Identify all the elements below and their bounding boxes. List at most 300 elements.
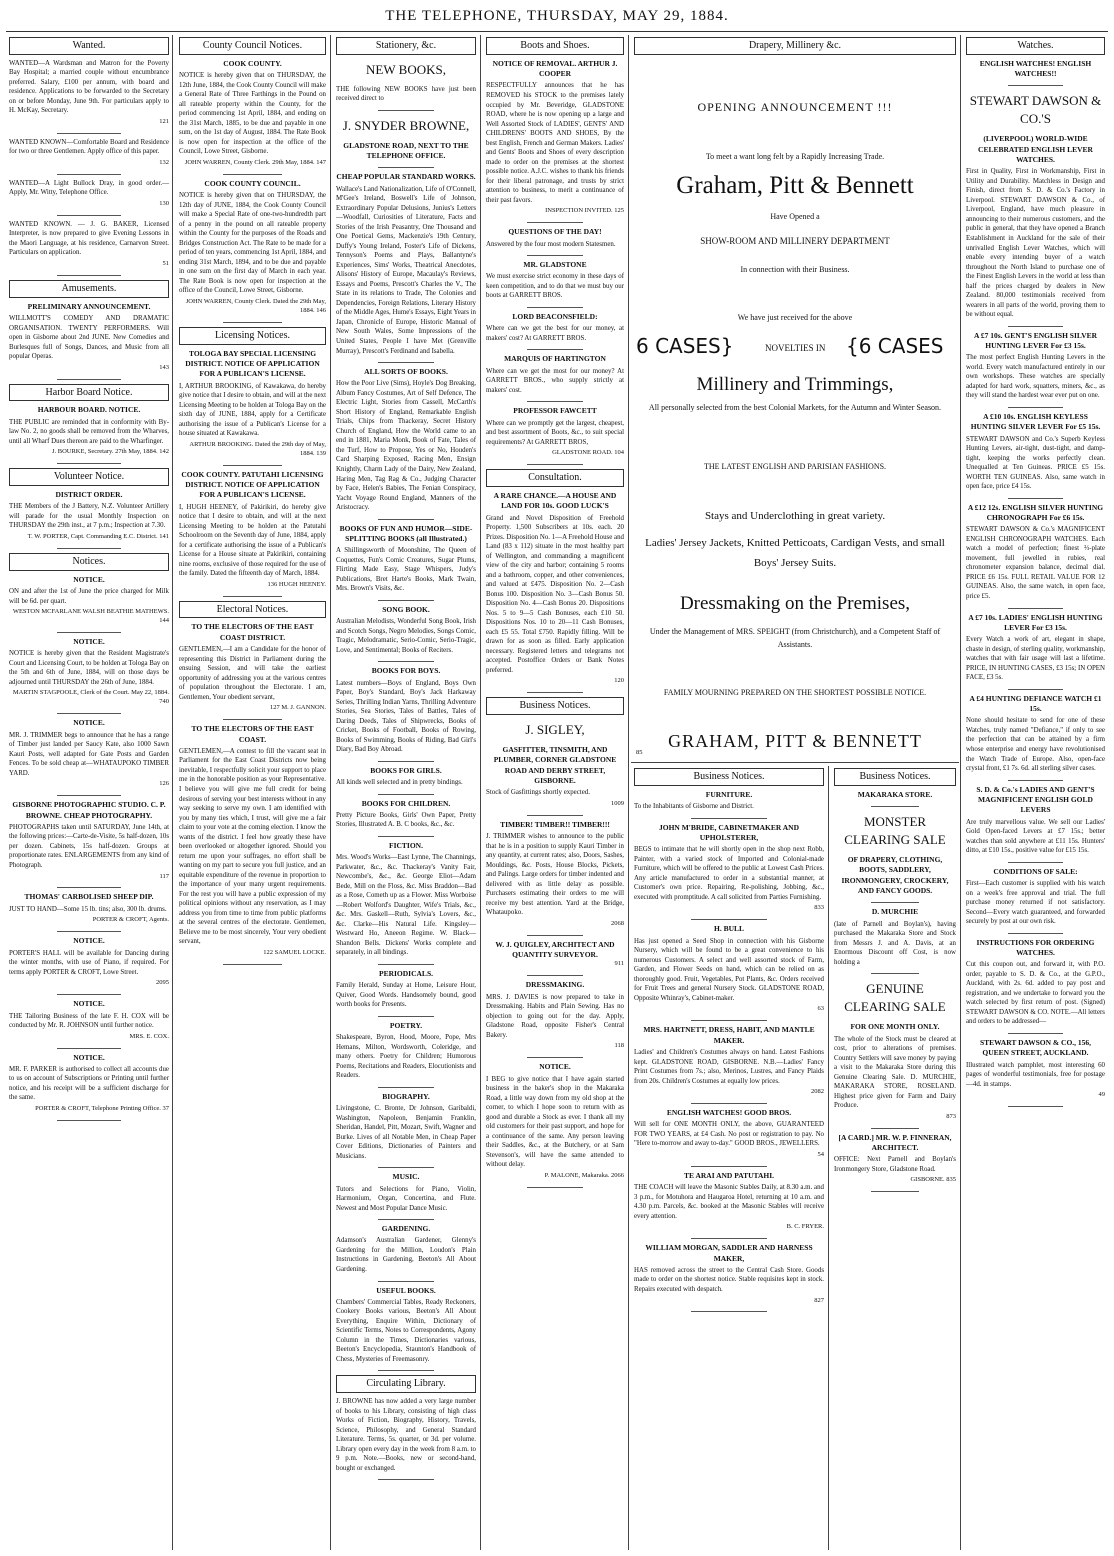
advertisement-body: Every Watch a work of art, elegant in shape, chaste in design, of sterling quality, workmanship, watches that with fair usage will last a lifetime. PRICE, IN HUNTING CASES, £3 15s; IN OPEN FACE, £3 5s.: [966, 636, 1105, 682]
advertisement-divider: [378, 1281, 434, 1282]
drapery-opened: Have Opened a: [770, 212, 820, 221]
advertisement-signature: 136 HUGH HEENEY.: [267, 580, 326, 588]
advertisement-body: HAS removed across the street to the Central Cash Store. Goods made to order on the shortest notice. Stable requisites kept in stock. Repairs executed with despatch.: [634, 1266, 824, 1293]
advertisement-body: Adamson's Australian Gardener, Glenny's Gardening for the Million, Loudon's Plain Instructions in Gardening, Beeton's All About Gardening.: [336, 1237, 476, 1273]
advertisement-divider: [378, 1016, 434, 1017]
display-heading: NEW BOOKS,: [366, 61, 446, 77]
advertisement-divider: [378, 1087, 434, 1088]
advertisement: [9, 138, 169, 168]
advertisement-divider: [378, 362, 434, 363]
display-heading: STEWART DAWSON & CO.'S: [969, 93, 1102, 127]
advertisement-divider: [223, 322, 282, 323]
advertisement-title: NOTICE.: [73, 999, 105, 1009]
advertisement-body: All kinds well selected and in pretty bindings.: [336, 779, 463, 787]
advertisement-divider: [527, 935, 582, 936]
advertisement: [336, 666, 476, 754]
advertisement: [634, 924, 824, 1014]
advertisement-divider: [871, 902, 920, 903]
advertisement-divider: [1008, 608, 1064, 609]
advertisement: [336, 605, 476, 655]
advertisement-title: FURNITURE.: [705, 789, 753, 799]
advertisement-title: OF DRAPERY, CLOTHING, BOOTS, SADDLERY, IRONMONGERY, CROCKERY, AND FANCY GOODS.: [841, 855, 949, 896]
advertisement: [966, 1038, 1105, 1100]
advertisement-divider: [57, 1048, 121, 1049]
advertisement-body: I BEG to give notice that I have again started business in the baker's shop in the Makaraka Road, a little way down from my old shop at the corner, to which I hope soon to return with as good and durable a Stock as ever. I thank all my old customers for their past support, and hope for a continuance of the same. Any person leaving their Saddles, &c., at the Butchery, or at Sam Stevenson's, will have the same attended to without delay.: [486, 1075, 624, 1169]
masthead-rule: [6, 31, 1108, 32]
advertisement-body: STEWART DAWSON & Co.'s MAGNIFICENT ENGLISH CHRONOGRAPH WATCHES. Each watch a model of perfection; finest ⅔-plate movement, full jewelled in rubies, real chronometer expansion balance, decimal dial. PRICE £6 15s. FULL RETAIL VALUE FOR 12 GUINEAS. Also, the same watch, in open face, price £5.: [966, 526, 1105, 600]
column-3: [333, 35, 479, 1550]
advertisement: [486, 260, 624, 301]
advertisement-signature: 833: [814, 904, 824, 912]
advertisement: [179, 622, 326, 713]
section-heading: Amusements.: [9, 280, 169, 298]
advertisement-signature: 873: [946, 1112, 956, 1120]
advertisement: [634, 1108, 824, 1160]
advertisement: [486, 820, 624, 929]
advertisement-title: THOMAS' CARBOLISED SHEEP DIP.: [24, 892, 154, 902]
column-6: [631, 766, 827, 1550]
advertisement-signature: GLADSTONE ROAD. 104: [552, 449, 624, 457]
advertisement-title: SONG BOOK.: [382, 604, 430, 614]
advertisement-signature: 143: [159, 363, 169, 371]
advertisement: [336, 1021, 476, 1081]
advertisement: [966, 331, 1105, 401]
column-rule-2: [330, 35, 331, 1550]
advertisement: [336, 1286, 476, 1365]
column-8: [963, 35, 1108, 1550]
advertisement: [179, 349, 326, 459]
advertisement-signature: 49: [1098, 1091, 1105, 1099]
advertisement-body: To the Inhabitants of Gisborne and District.: [634, 803, 754, 811]
advertisement: [486, 491, 624, 686]
advertisement-title: BIOGRAPHY.: [382, 1091, 430, 1101]
advertisement-body: Latest numbers—Boys of England, Boys Own Paper, Boy's Standard, Boy's Jack Harkaway Series, Thrilling Indian Yarns, Thrilling Adventure Stories, Sea Stories, Tales of Battles, Tales of Daring Deeds, Tales of Shipwrecks, Books of Cricket, Books of Football, Books of Rowing, Books of Swimming, Books of Riding, Bad Girl's Diary, Bad Boy Abroad.: [336, 679, 476, 754]
advertisement-body: Cut this coupon out, and forward it, with P.O. order, payable to S. D. & Co., at the G.P.O., Auckland, with 2s. 6d. added to pay post and registration, and we undertake to forward you the watch selected by first return of post. (Signed) STEWART DAWSON & CO. NOTE.—All letters and orders to be addressed—: [966, 961, 1105, 1026]
advertisement-divider: [378, 600, 434, 601]
advertisement-divider: [57, 133, 121, 134]
section-heading: Stationery, &c.: [336, 37, 476, 55]
advertisement-title: COOK COUNTY. PATUTAHI LICENSING DISTRICT. NOTICE OF APPLICATION FOR A PUBLICAN'S LICENSE.: [181, 469, 324, 500]
advertisement-title: NOTICE.: [73, 1052, 105, 1062]
advertisement-body: PHOTOGRAPHS taken until SATURDAY, June 14th, at the following prices:—Carte-de-Visite, 5s half-dozen, 10s per dozen. Cabinets, 15s half-dozen. Groups at proportionate rates. ENLARGEMENTS from any kind of Photograph.: [9, 823, 169, 869]
advertisement-signature: B. C. FRYER.: [786, 1223, 824, 1231]
advertisement-divider: [871, 973, 920, 974]
advertisement-title: NOTICE.: [73, 936, 105, 946]
advertisement-title: GLADSTONE ROAD, NEXT TO THE TELEPHONE OFFICE.: [343, 140, 469, 161]
advertisement-body: Where can we get the most for our money? At GARRETT BROS., who supply strictly at makers' cost.: [486, 367, 624, 394]
drapery-jersey: Ladies' Jersey Jackets, Knitted Petticoats, Cardigan Vests, and small Boys' Jersey Suits.: [645, 537, 945, 569]
advertisement-body: THE following NEW BOOKS have just been received direct to: [336, 85, 476, 103]
advertisement-divider: [691, 1020, 767, 1021]
advertisement-signature: MRS. E. COX.: [129, 1032, 169, 1040]
advertisement-title: HARBOUR BOARD. NOTICE.: [37, 405, 141, 415]
advertisement-body: THE PUBLIC are reminded that in conformity with By-law No. 2, no goods shall be removed from the Wharves, until all Wharf Dues thereon are paid to the Wharfinger.: [9, 418, 169, 445]
advertisement-title: ENGLISH WATCHES! ENGLISH WATCHES!!: [979, 58, 1092, 79]
column-rule-6: [828, 766, 829, 1550]
advertisement-divider: [57, 215, 121, 216]
advertisement-title: MUSIC.: [392, 1172, 420, 1182]
advertisement-title: ENGLISH WATCHES! GOOD BROS.: [666, 1108, 792, 1118]
display-heading: MONSTER CLEARING SALE: [844, 814, 946, 848]
advertisement-title: TO THE ELECTORS OF THE EAST COAST DISTRICT.: [191, 622, 314, 642]
advertisement-divider: [1008, 326, 1064, 327]
advertisement-title: MARQUIS OF HARTINGTON: [504, 354, 606, 364]
advertisement-divider: [1008, 498, 1064, 499]
drapery-management: Under the Management of MRS. SPEIGHT (from Christchurch), and a Competent Staff of Assistants.: [649, 627, 941, 649]
advertisement-body: Australian Melodists, Wonderful Song Book, Irish and Scotch Songs, Negro Melodies, Songs Comic, Tragic, Melodramatic, Serio-Comic, Serio-Tragic, Love, and Sentimental; Books of Reciters.: [336, 618, 476, 654]
advertisement-body: GENTLEMEN,—A contest to fill the vacant seat in Parliament for the East Coast Districts now being inevitable, I respectfully solicit your support to place me in the honorable position as your Representative. I believe you will give me full credit for being desirous of serving your best interests without in any way seeking to serve my own. I am identified with you by many ties which, I trust, will give me a fair claim to your vote at the coming election. I know the wants of the district. I feel how greatly these have been overlooked or altogether ignored. Should you return me upon your suffrages, no effort shall be wanting on my part to secure you full justice, and an equitable expenditure of the revenue in proportion to the importance of your many urgent requirements. For the rest you will have a public expression of my political opinions without any reservation, as I may address you from time to time from public platforms at the several centres of the electorate. Gentlemen, Believe me to be most sincerely, Your very obedient servant,: [179, 747, 326, 946]
advertisement-body: Wallace's Land Nationalization, Life of O'Connell, M'Gee's Ireland, Boswell's Life of Johnson, Extraordinary Popular Delusions, Junius's Letters—Woodfall, Curiosities of Literature, Facts and Stories of the Irish Peasantry, One Thousand and One Poetical Gems, Mackenzie's 19th Century, Duffy's Young Ireland, Foster's Life of Dickens, Tennyson's Poems and Plays, Ballantyne's Experiences, Sims' Works, Theatrical Anecdotes, Alisons' History of Europe, Macaulay's Reviews, Essays and Poems, Prescott's Charles the V., The State in its relations to Trade, The Colonies and Dependencies, Foreign Relations, Literary History of the Middle Ages, Hume's Essays, Eight Years in Japan, Chronicle of Europe, Historic Manual of New South Wales, Some Impressions of the United States, People I have Met (Grenville Murray), Prescott's Ferdinand and Isabella.: [336, 185, 477, 355]
advertisement-body: Tutors and Selections for Piano, Violin, Harmonium, Organ, Concertina, and Flute. Newest and Most Popular Dance Music.: [336, 1185, 476, 1212]
advertisement: [336, 85, 476, 104]
advertisement-divider: [57, 379, 121, 380]
masthead: THE TELEPHONE, THURSDAY, MAY 29, 1884.: [385, 8, 729, 24]
advertisement: [966, 503, 1105, 602]
advertisement: [966, 938, 1105, 1027]
advertisement: [336, 367, 476, 513]
advertisement-signature: 1009: [611, 799, 624, 807]
advertisement: [634, 1171, 824, 1232]
column-7: [831, 766, 959, 1550]
advertisement-divider: [57, 632, 121, 633]
advertisement-title: QUESTIONS OF THE DAY!: [508, 227, 602, 237]
column-4: [483, 35, 627, 1550]
advertisement: [179, 179, 326, 316]
display-heading: J. SNYDER BROWNE,: [342, 117, 470, 133]
drapery-meet: To meet a want long felt by a Rapidly Increasing Trade.: [705, 152, 885, 161]
advertisement-body: First in Quality, First in Workmanship, First in Utility and Durability. Matchless in Design and Finish, direct from S. D. & Co.'s Factory in Liverpool. STEWART DAWSON & Co., of Liverpool, England, have much pleasure in announcing to their numerous customers, and the public in general, that they have opened a Branch Establishment in Auckland for the sale of their unrivalled English Lever Watches, which will enable every intending buyer of a watch throughout the North Island to purchase one of the Finest English Levers in the world at less than half the prices charged by dealers in New Zealand. 80,000 testimonials received from wearers in all parts of the world, proving them to be without equal.: [966, 168, 1105, 319]
advertisement: [634, 790, 824, 812]
advertisement-signature: 63: [817, 1005, 824, 1013]
advertisement-title: A £4 HUNTING DEFIANCE WATCH £1 15s.: [969, 693, 1102, 714]
advertisement-body: Are truly marvellous value. We sell our Ladies' Gold Open-faced Levers at £7 15s.; better watches than sold anywhere at £11 15s. Hunters' ditto, at £10 15s., positive value for £15 15s.: [966, 818, 1105, 855]
advertisement-title: NOTICE.: [73, 574, 105, 584]
advertisement-divider: [57, 174, 121, 175]
advertisement-signature: 51: [162, 259, 169, 267]
advertisement-body: WANTED—A Wardsman and Matron for the Poverty Bay Hospital; a married couple without encumbrance preferred. Salary, £100 per annum, with board and residence. Applications to be forwarded to the Secretary on or before Monday, June 9th. For particulars apply to H. McKay, Secretary.: [9, 59, 169, 115]
display-heading: J. SIGLEY,: [525, 722, 585, 738]
advertisement-body: OFFICE: Next Parnell and Boylan's Ironmongery Store, Gladstone Road.: [834, 1156, 956, 1173]
section-heading: Business Notices.: [634, 768, 824, 786]
advertisement: [486, 745, 624, 809]
display-heading: GENUINE CLEARING SALE: [844, 981, 946, 1015]
advertisement: [9, 59, 169, 127]
advertisement: [966, 134, 1105, 319]
advertisement-title: FOR ONE MONTH ONLY.: [850, 1022, 940, 1032]
advertisement-title: POETRY.: [389, 1020, 423, 1030]
advertisement: [9, 800, 169, 881]
advertisement-body: Illustrated watch pamphlet, most interesting 60 pages of wonderful testimonials, free for postage—4d. in stamps.: [966, 1061, 1105, 1088]
advertisement-divider: [223, 719, 282, 720]
advertisement-signature: ARTHUR BROOKING. Dated the 29th day of May, 1884. 139: [189, 440, 326, 457]
advertisement-title: DRESSMAKING.: [525, 980, 585, 990]
advertisement-divider: [57, 713, 121, 714]
advertisement-divider: [1008, 862, 1064, 863]
advertisement: [9, 718, 169, 789]
advertisement: [9, 999, 169, 1041]
advertisement-body: Shakespeare, Byron, Hood, Moore, Pope, Mrs Hemans, Milton, Wordsworth, Coleridge, and many others. Poetry for Children; Humorous Poems, Recitations and Readers, Elocutionists and Readers.: [336, 1034, 476, 1080]
advertisement: [966, 867, 1105, 927]
advertisement-title: COOK COUNTY.: [223, 58, 282, 68]
advertisement-title: A £10 10s. ENGLISH KEYLESS HUNTING SILVER LEVER For £5 15s.: [970, 411, 1101, 432]
section-heading: Volunteer Notice.: [9, 468, 169, 486]
section-heading: Harbor Board Notice.: [9, 384, 169, 402]
section-heading: Wanted.: [9, 37, 169, 55]
advertisement-title: (LIVERPOOL) WORLD-WIDE CELEBRATED ENGLISH LEVER WATCHES.: [978, 134, 1093, 165]
drapery-stays: Stays and Underclothing in great variety.: [704, 510, 886, 522]
drapery-showroom: SHOW-ROOM AND MILLINERY DEPARTMENT: [700, 236, 890, 246]
advertisement-divider: [691, 1166, 767, 1167]
advertisement-title: NOTICE.: [539, 1062, 571, 1072]
advertisement-body: J. TRIMMER wishes to announce to the public that he is in a position to supply Kauri Timber in any quantity, at current rates; also, Doors, Sashes, Mouldings, &c. Posts, House Blocks, Pickets, and Palings. Large orders for timber indented and delivered with as little delay as possible. Purchasers estimating their orders to me will receive my best attention. Yard at the Bridge, Whataupoko.: [486, 833, 624, 917]
advertisement-divider: [57, 548, 121, 549]
drapery-bottom-rule: [631, 762, 959, 763]
drapery-cases-left: 6 CASES}: [636, 334, 734, 358]
drapery-fashions: THE LATEST ENGLISH AND PARISIAN FASHIONS.: [703, 462, 887, 471]
advertisement-divider: [1008, 689, 1064, 690]
column-rule-4: [628, 35, 629, 1550]
column-1: [6, 35, 172, 1550]
advertisement-title: A £7 10s. GENT'S ENGLISH SILVER HUNTING LEVER For £3 15s.: [973, 330, 1098, 350]
advertisement-signature: PORTER & CROFT, Agents.: [92, 916, 169, 924]
advertisement-divider: [378, 110, 434, 111]
advertisement-title: JOHN M'BRIDE, CABINETMAKER AND UPHOLSTERER,: [658, 822, 799, 842]
advertisement-signature: 132: [159, 158, 169, 166]
advertisement-title: USEFUL BOOKS.: [376, 1285, 436, 1295]
advertisement-divider: [57, 931, 121, 932]
advertisement-signature: 54: [817, 1150, 824, 1158]
advertisement: [336, 841, 476, 958]
advertisement: [336, 1172, 476, 1213]
drapery-dressmaking: Dressmaking on the Premises,: [679, 593, 911, 614]
advertisement-signature: INSPECTION INVITED. 125: [545, 207, 624, 215]
advertisement: [486, 1062, 624, 1180]
advertisement: [336, 524, 476, 594]
advertisement-body: J. BROWNE has now added a very large number of books to his Library, consisting of high class Works of Fiction, Biography, History, Travels, Science, Philosophy, and General Standard Literature. Terms, 5s. quarter, or 3d. per volume. Library open every day in the week from 8 a.m. to 9 p.m. Note.—Books, new or second-hand, bought or exchanged.: [336, 1398, 476, 1472]
column-2: [176, 35, 329, 1550]
advertisement-divider: [871, 1128, 920, 1129]
advertisement-signature: 827: [814, 1296, 824, 1304]
advertisement-divider: [871, 1191, 920, 1192]
advertisement-title: D. MURCHIE: [871, 907, 919, 917]
advertisement-body: RESPECTFULLY announces that he has REMOVED his STOCK to the premises lately occupied by Mr. Beveridge, GLADSTONE ROAD, where he is now opening up a large and Well Assorted Stock of LADIES', GENTS' AND CHILDRENS' BOOTS AND SHOES, By the best English, French and German Makers. Ladies' and Gents' Boots and Shoes of every description made to order on the premises at the shortest possible notice. A.J.C. wishes to thank his friends for their liberal patronage, and trusts by strict attention to business, to merit a continuance of their past favors.: [486, 82, 624, 204]
section-heading: Watches.: [966, 37, 1105, 55]
drapery-signature: GRAHAM, PITT & BENNETT: [668, 731, 922, 751]
advertisement: [486, 354, 624, 395]
advertisement-body: (late of Parnell and Boylan's), having purchased the Makaraka Store and Stock from Messrs J. and A. Davis, at an Enormous Discount off Cost, is now holding a: [834, 920, 956, 966]
advertisement: [9, 892, 169, 925]
advertisement: [179, 59, 326, 168]
advertisement-title: WILLIAM MORGAN, SADDLER AND HARNESS MAKER,: [645, 1243, 813, 1263]
advertisement-divider: [378, 1370, 434, 1371]
section-heading: Circulating Library.: [336, 1375, 476, 1393]
drapery-received: We have just received for the above: [737, 313, 853, 322]
advertisement: [336, 1092, 476, 1161]
drapery-ad-number: 85: [636, 749, 643, 756]
drapery-millinery: Millinery and Trimmings,: [696, 374, 894, 395]
advertisement-title: TIMBER! TIMBER!! TIMBER!!!: [500, 819, 610, 829]
advertisement-divider: [1008, 1033, 1064, 1034]
advertisement-signature: 121: [159, 117, 169, 125]
advertisement-signature: T. W. PORTER, Capt. Commanding E.C. District. 141: [27, 532, 169, 540]
advertisement: [486, 406, 624, 458]
advertisement-body: Will sell for ONE MONTH ONLY, the above, GUARANTEED FOR TWO YEARS, at £4 Cash. No post or registration to pay. No "Here to-morrow and away to-day." GOOD BROS., JEWELLERS.: [634, 1121, 824, 1148]
advertisement-title: A £12 12s. ENGLISH SILVER HUNTING CHRONOGRAPH For £6 15s.: [967, 502, 1104, 523]
advertisement-body: I, ARTHUR BROOKING, of Kawakawa, do hereby give notice that I desire to obtain, and will at the next Licensing Meeting to be holden at Tologa Bay on the sixth day of JUNE, 1884, apply for a Certificate authorising the issue of a Publican's License for a house situated at Kawakawa.: [179, 382, 326, 438]
advertisement: [336, 766, 476, 788]
advertisement-body: THE Tailoring Business of the late F. H. COX will be conducted by Mr. R. JOHNSON until further notice.: [9, 1012, 169, 1030]
advertisement-body: NOTICE is hereby given that on THURSDAY, the 12th day of JUNE, 1884, the Cook County Council will make a Special Rate of one-two-hundredth part of a penny in the pound on all rateable property within the County for the purposes of the Roads and Bridges Construction Act. The Rate to be made for a period of ten years, commencing 1st April, 1884, and ending 31st March, 1894, and to be due and payable in one sum on the first day of March in each year. The Rate Book is now open for inspection at the office of the Council, Lowe Street, Gisborne.: [179, 192, 326, 295]
drapery-mourning: FAMILY MOURNING PREPARED ON THE SHORTEST POSSIBLE NOTICE.: [663, 688, 927, 697]
advertisement-divider: [223, 465, 282, 466]
advertisement: [9, 490, 169, 542]
advertisement-divider: [378, 761, 434, 762]
advertisement-body: GENTLEMEN,—I am a Candidate for the honor of representing this District in Parliament during the ensuing Session, and will take the earliest opportunity of addressing you at the various centres of population throughout the Electorate. I am, Gentlemen, Your obedient servant,: [179, 646, 326, 701]
advertisement-title: GASFITTER, TINSMITH, AND PLUMBER, CORNER GLADSTONE ROAD AND DERBY STREET, GISBORNE.: [493, 744, 617, 786]
advertisement-divider: [691, 1311, 767, 1312]
advertisement-title: NOTICE OF REMOVAL. ARTHUR J. COOPER: [492, 58, 618, 79]
advertisement-divider: [378, 167, 434, 168]
advertisement-body: PORTER'S HALL will be available for Dancing during the winter months, with use of Piano, if required. For terms apply PORTER & CROFT, Lowe Street.: [9, 949, 169, 976]
advertisement-signature: PORTER & CROFT, Telephone Printing Office. 37: [35, 1104, 169, 1112]
section-heading: Consultation.: [486, 469, 624, 487]
advertisement: [486, 980, 624, 1051]
advertisement-signature: 118: [614, 1042, 624, 1050]
advertisement-title: BOOKS OF FUN AND HUMOR—SIDE-SPLITTING BOOKS (all Illustrated.): [339, 523, 473, 543]
advertisement-title: PERIODICALS.: [379, 968, 433, 978]
advertisement-signature: MARTIN STAGPOOLE, Clerk of the Court. May 22, 1884. 740: [12, 689, 169, 706]
advertisement-divider: [57, 994, 121, 995]
advertisement-body: The whole of the Stock must be cleared at cost, prior to alterations of premises. Country Settlers will save money by paying a visit to the Makaraka Store during this Genuine Clearing Sale. D. MURCHIE, MAKARAKA STORE, ROSELAND. Highest price given for Farm and Dairy Produce.: [834, 1035, 956, 1110]
advertisement-body: MR. F. PARKER is authorised to collect all accounts due to us on account of Subscriptions or Printing until further notice, and his receipt will be a sufficient discharge for the same.: [9, 1065, 169, 1102]
advertisement: [834, 1133, 956, 1186]
advertisement-title: MAKARAKA STORE.: [857, 789, 933, 799]
advertisement: [634, 1243, 824, 1305]
advertisement-body: STEWART DAWSON and Co.'s Superb Keyless Hunting Levers, air-tight, dust-tight, and damp-tight, keeping the works perfectly clean. Unequalled at Ten Guineas. PRICE £5 15s. WORTH TEN GUINEAS. Also, same watch in open face, price £4 15s.: [966, 435, 1105, 491]
advertisement-title: BOOKS FOR BOYS.: [371, 666, 441, 676]
advertisement-body: MR. J. TRIMMER begs to announce that he has a range of Timber just landed per Saucy Kate, also 1000 Sawn Kauri Posts, well adapted for Gate Posts and Garden Fences. To be sold cheap at—WHATAUPOKO TIMBER YARD.: [9, 731, 169, 777]
advertisement-divider: [691, 1238, 767, 1239]
advertisement-body: NOTICE is hereby given that the Resident Magistrate's Court and Licensing Court, to be holden at Tologa Bay on the 5th and 6th of June, 1884, will on those days be adjourned until THURSDAY the 26th of June, 1884.: [9, 650, 169, 686]
advertisement-title: NOTICE.: [73, 718, 105, 728]
advertisement-divider: [57, 887, 121, 888]
advertisement-title: MRS. HARTNETT, DRESS, HABIT, AND MANTLE MAKER.: [643, 1025, 815, 1045]
section-heading: Boots and Shoes.: [486, 37, 624, 55]
advertisement-body: I, HUGH HEENEY, of Pakirikiri, do hereby give notice that I desire to obtain, and will at the next Licensing Meeting to be holden at the Patutahi Schoolroom on the Seventh day of June, 1884, apply for a certificate authorising the issue of a Publican's License for a House situate at Pakirikiri, containing nine rooms, exclusive of those required for the use of the family. Dated the fifteenth day of March, 1884.: [179, 503, 326, 578]
advertisement: [336, 799, 476, 830]
advertisement-body: A Shillingsworth of Moonshine, The Queen of Coquettes, Fun's Comic Creatures, Sugar Plums, Flirting Made Easy, Stage Whispers, Judy's Publications, Bret Harte's Books, Mark Twain, Mrs. Brown's Visits, &c.: [336, 547, 476, 593]
advertisement: [966, 412, 1105, 492]
advertisement-divider: [527, 692, 582, 693]
advertisement-divider: [1008, 407, 1064, 408]
advertisement: [634, 823, 824, 914]
advertisement-signature: JOHN WARREN, County Clerk. Dated the 29th May, 1884. 146: [185, 297, 326, 314]
advertisement-signature: WESTON MCFARLANE WALSH BEATHIE MATHEWS. 144: [12, 608, 169, 625]
advertisement-title: S. D. & Co.'s LADIES AND GENT'S MAGNIFICENT ENGLISH GOLD LEVERS: [976, 784, 1095, 815]
advertisement-title: W. J. QUIGLEY, ARCHITECT AND QUANTITY SURVEYOR.: [495, 939, 615, 960]
advertisement-title: DISTRICT ORDER.: [55, 490, 123, 500]
advertisement-signature: 120: [614, 677, 624, 685]
advertisement-divider: [1008, 1106, 1064, 1107]
advertisement-divider: [691, 1103, 767, 1104]
advertisement-title: LORD BEACONSFIELD:: [512, 311, 598, 321]
advertisement: [9, 637, 169, 707]
advertisement-divider: [378, 964, 434, 965]
advertisement: [336, 141, 476, 162]
section-heading: Licensing Notices.: [179, 327, 326, 345]
advertisement-body: Ladies' and Children's Costumes always on hand. Latest Fashions kept. GLADSTONE ROAD, GISBORNE. N.B.—Ladies' Fancy Print Costumes from 7s.; also, Merinos, Lustres, and Fancy Plaids from 20s. Children's Costumes at equally low prices.: [634, 1049, 824, 1085]
advertisement-title: BOOKS FOR GIRLS.: [370, 765, 442, 775]
advertisement-title: NOTICE.: [73, 637, 105, 646]
advertisement-title: ALL SORTS OF BOOKS.: [364, 367, 448, 377]
advertisement-title: PRELIMINARY ANNOUNCEMENT.: [27, 301, 151, 311]
column-rule-3: [480, 35, 481, 1550]
advertisement-body: Livingstone, C. Bronte, Dr Johnson, Garibaldi, Washington, Napoleon, Benjamin Franklin, Sheridan, Handel, Pitt, Mozart, Swift, Wagner and Burke. Lives of all Notable Men, in Cheap Paper Cover Editions, Dictionaries of Painters and Musicians.: [336, 1105, 476, 1160]
advertisement: [336, 1224, 476, 1274]
advertisement: [9, 302, 169, 373]
advertisement-body: Grand and Novel Disposition of Freehold Property. 1,500 Subscribers at 10s. each. 20 Prizes. Disposition No. 1—A Freehold House and Land (83 x 112) situate in the most healthy part of Wellington, and commanding a magnificent view of the city and harbor; containing 5 rooms and a bathroom, copper, and other conveniences, and valued at £475. Disposition No. 2—Cash Bonus 100. Disposition No. 3—Cash Bonus 50. Disposition No. 4—Cash Bonus 20. Dispositions Nos. 5 to 9—5 Cash Bonuses, each £10 50. Dispositions Nos. 10 to 20—11 Cash Bonuses, each £5 55. Total £750. Rapidly filling. Will be drawn for as soon as filled. Early application necessary. Registered letters and telegrams not accepted. Postoffice Orders or Bank Notes preferred.: [486, 514, 624, 674]
advertisement-body: ON and after the 1st of June the price charged for Milk will be 6d. per quart.: [9, 588, 169, 605]
drapery-cases-right: {6 CASES: [846, 334, 944, 358]
advertisement-divider: [527, 307, 582, 308]
advertisement-signature: 127 M. J. GANNON.: [270, 704, 326, 712]
advertisement-title: COOK COUNTY COUNCIL.: [204, 178, 301, 188]
advertisement-divider: [691, 919, 767, 920]
advertisement-body: MRS. J. DAVIES is now prepared to take in Dressmaking. Habits and Plain Sewing. Has no objection to going out for the day. Apply, Gladstone Road, opposite Fisher's Central Bakery.: [486, 993, 624, 1039]
advertisement: [9, 575, 169, 626]
advertisement-signature: JOHN WARREN, County Clerk. 29th May, 1884. 147: [184, 158, 326, 166]
advertisement-divider: [527, 1187, 582, 1188]
advertisement-divider: [378, 519, 434, 520]
advertisement-body: Where can we promptly get the largest, cheapest, and best assortment of Boots, &c., to suit special requirements? At GARRETT BROS,: [486, 419, 624, 446]
advertisement: [9, 220, 169, 269]
advertisement-title: TO THE ELECTORS OF THE EAST COAST.: [191, 724, 314, 744]
advertisement-body: NOTICE is hereby given that on THURSDAY, the 12th June, 1884, the Cook County Council will make a General Rate of Three Farthings in the Pound on all rateable property within the County, for the period commencing 1st April, 1884, and ending on the 31st March, 1885, to be due and payable in one sum, on the 1st day of August, 1884. The Rate Book is now open for inspection at the office of the Council, Lowe Street, Gisborne.: [179, 72, 326, 156]
advertisement: [966, 59, 1105, 80]
advertisement-body: Has just opened a Seed Shop in connection with his Gisborne Nursery, which will be found to be a great convenience to his numerous Customers. A select and well assorted stock of Farm, Garden, and Flower Seeds on hand, which can be relied on as thoroughly good. Fruit, Vegetables, Pot Plants, &c. Orders received for Fruit Trees and general Nursery Stock. GLADSTONE ROAD, Opposite Whinray's, Cabinet-maker.: [634, 937, 824, 1002]
advertisement: [179, 724, 326, 957]
advertisement: [486, 227, 624, 249]
advertisement-signature: 911: [614, 960, 624, 968]
advertisement-body: THE Members of the J Battery, N.Z. Volunteer Artillery will parade for the usual Monthly Inspection on THURSDAY the 29th inst., at 7 p.m.; Inspection at 7.30.: [9, 503, 169, 530]
section-heading: Electoral Notices.: [179, 601, 326, 619]
advertisement-signature: P. MALONE, Makaraka. 2066: [544, 1171, 624, 1179]
advertisement-divider: [527, 349, 582, 350]
advertisement-title: TE ARAI AND PATUTAHI.: [683, 1170, 774, 1180]
advertisement-body: The most perfect English Hunting Levers in the world. Every watch manufactured entirely in our own workshops. These watches are specially adapted for hard work, squatters, miners, &c., as they will stand the hardest wear ever put on one.: [966, 354, 1105, 400]
advertisement-signature: 126: [159, 780, 169, 788]
advertisement-divider: [527, 975, 582, 976]
advertisement-divider: [1008, 933, 1064, 934]
advertisement-body: Mrs. Wood's Works—East Lynne, The Channings, Parkwater, &c., &c. Thackeray's Vanity Fair, Newcombe's, &c., &c. George Eliot—Adam Bede, Mill on the Floss, &c. Miss Braddon—Bad as a Rose, Cometh up as a Flower. Miss Worboise—Robert Wolford's Daughter, Wife's Trials, &c., &c. Mrs. Gaskell—Ruth, Sylvia's Lovers, &c., &c. Clarke—His Natural Life. Kingsley—Westward Ho, Aneeon Regime. W. Black—Shandon Bells. Dickens' Works complete and separately, in all bindings.: [336, 854, 476, 957]
advertisement-divider: [527, 401, 582, 402]
advertisement: [486, 59, 624, 216]
advertisement-divider: [1008, 85, 1064, 86]
section-heading: County Council Notices.: [179, 37, 326, 55]
advertisement-divider: [223, 174, 282, 175]
advertisement-body: THE COACH will leave the Masonic Stables Daily, at 8.30 a.m. and 3 p.m., for Motuhora and Haugaroa Hotel, returning at 10 a.m. and 4.30 p.m. Parcels, &c. booked at the Masonic Stables will receive every attention.: [634, 1184, 824, 1220]
advertisement-body: Chambers' Commercial Tables, Ready Reckoners, Cookery Books various, Beeton's All About Everything, Enquire Within, Dictionary of Scientific Terms, Notes to Correspondents, Agony Column in the Times, Dictionaries various, Beeton's Encyclopedia, Staunton's Handbook of Chess, Mysteries of Freemasonry.: [336, 1298, 476, 1363]
advertisement-signature: 122 SAMUEL LOCKE.: [263, 948, 326, 956]
advertisement: [834, 907, 956, 967]
advertisement-title: PROFESSOR FAWCETT: [513, 406, 597, 416]
advertisement-title: INSTRUCTIONS FOR ORDERING WATCHES.: [976, 937, 1095, 957]
advertisement-body: How the Poor Live (Sims), Hoyle's Dog Breaking, Album Fancy Costumes, Art of Self Defence, The Electric Light, Stories from Cassell, McCarth's Short History of England, Remarkable English Trials, Chips from Thackeray, Secret History Church of England, How the World came to an end in 1881, Maria Monk, Book of Fate, Tales of the Turf, How to Propose, Yes or No, Houden's Card Sharping Exposed, Racing Men, Ensign Knightly, Charm Lady of the Dairy, New Zealand, Haring Men, Tag Rag & Co., Judging Character by Face, Helen's Babies, The Fenian Conspiracy, Yacht Voyage Round England, Manners of the Aristocracy.: [336, 380, 476, 512]
advertisement-body: Family Herald, Sunday at Home, Leisure Hour, Quiver, Good Words. Handsomely bound, good worth books for Presents.: [336, 982, 476, 1009]
advertisement-divider: [691, 818, 767, 819]
advertisement-body: Pretty Picture Books, Girls' Own Paper, Pretty Stories, Illustrated A. B. C books, &c., &c.: [336, 811, 476, 829]
advertisement: [9, 936, 169, 988]
